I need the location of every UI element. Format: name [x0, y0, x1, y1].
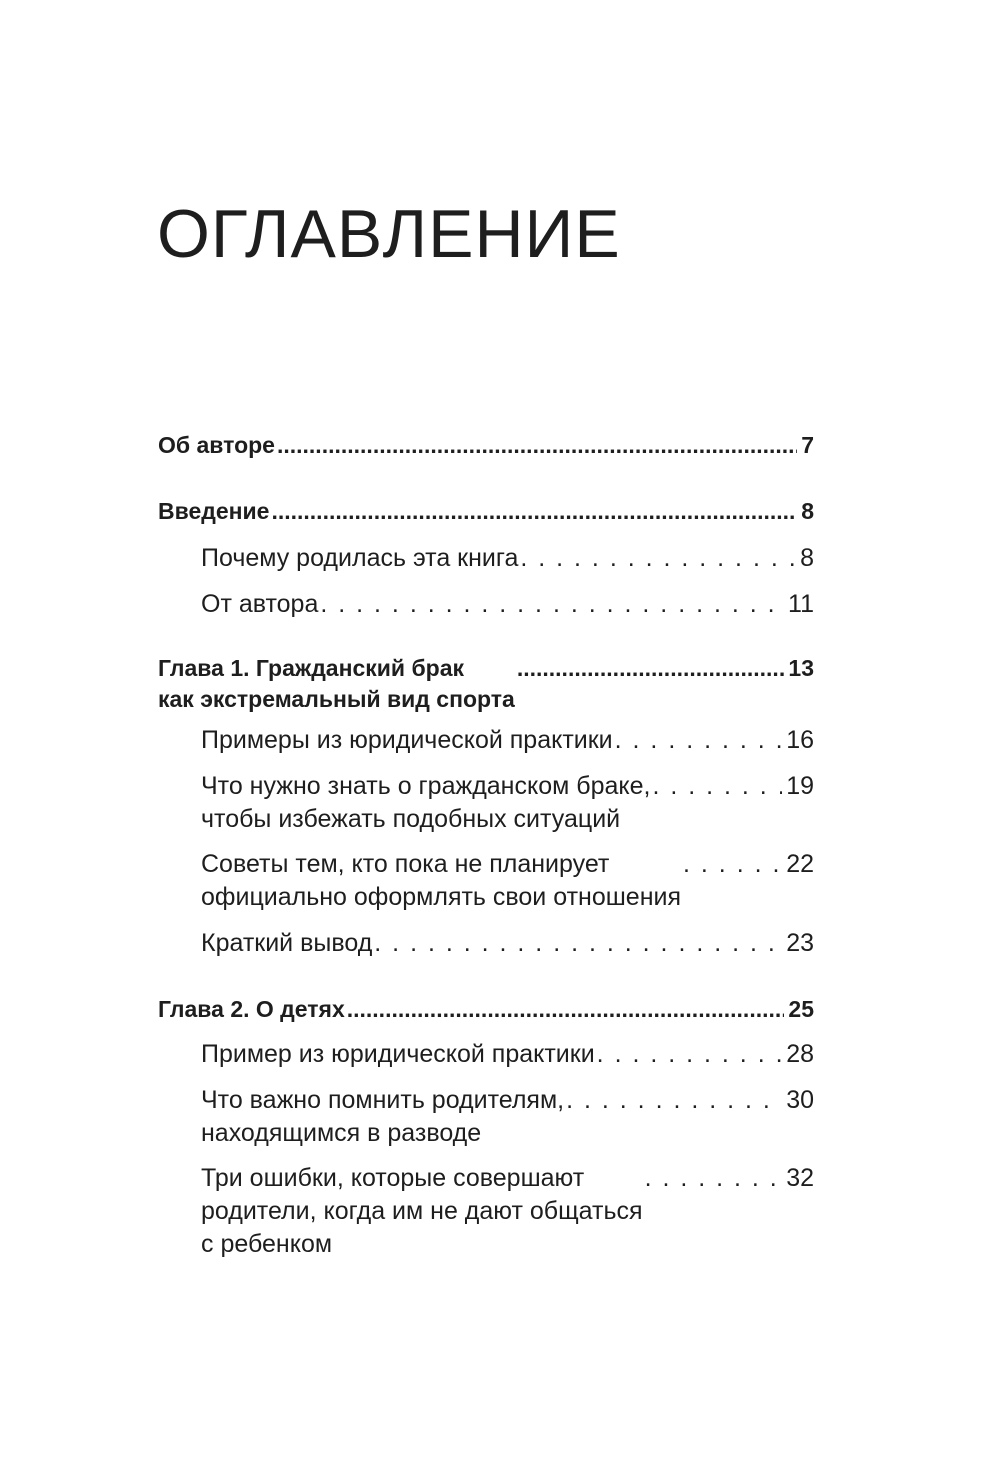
dot-leader [520, 544, 796, 573]
toc-page-number: 7 [801, 432, 814, 458]
dot-leader [374, 929, 782, 958]
toc-page-number: 30 [786, 1086, 814, 1114]
toc-entry-title-line: Введение [158, 498, 270, 524]
toc-entry-from-author[interactable] [201, 588, 814, 621]
toc-page-number: 8 [801, 498, 814, 524]
dot-leader [615, 726, 783, 755]
toc-entry-civil-marriage-knowledge[interactable] [201, 770, 814, 836]
toc-page-number: 19 [786, 772, 814, 800]
toc-page-number: 23 [786, 929, 814, 957]
toc-entry-title-line: От автора [201, 590, 319, 618]
toc-entry-title [158, 498, 269, 525]
toc-entry-title-line: чтобы избежать подобных ситуаций [201, 805, 621, 833]
dot-leader [347, 996, 785, 1023]
dot-leader [645, 1164, 783, 1193]
toc-entry-title [201, 1038, 595, 1071]
toc-entry-title-line: родители, когда им не дают общаться [201, 1197, 643, 1225]
toc-entry-title [158, 432, 275, 459]
toc-entry-parents-divorce[interactable] [201, 1084, 814, 1150]
toc-entry-title-line: Краткий вывод [201, 929, 373, 957]
toc-entry-title [201, 542, 518, 575]
toc-entry-title-line: Советы тем, кто пока не планирует [201, 850, 610, 878]
toc-entry-chapter-1[interactable] [158, 655, 814, 713]
toc-entry-three-mistakes[interactable] [201, 1162, 814, 1261]
dot-leader [652, 772, 782, 801]
toc-entry-title-line: как экстремальный вид спорта [158, 686, 515, 712]
toc-entry-advice[interactable] [201, 848, 814, 914]
toc-page-number: 32 [786, 1164, 814, 1192]
toc-entry-about-author[interactable] [158, 432, 814, 459]
toc-page-number: 25 [788, 996, 814, 1022]
toc-entry-legal-examples[interactable] [201, 724, 814, 757]
toc-entry-title [201, 1162, 643, 1261]
toc-entry-title-line: Об авторе [158, 432, 275, 458]
toc-entry-title-line: Что важно помнить родителям, [201, 1086, 565, 1114]
toc-entry-title-line: Три ошибки, которые совершают [201, 1164, 585, 1192]
toc-entry-title [201, 927, 372, 960]
toc-entry-title-line: с ребенком [201, 1230, 333, 1258]
toc-entry-title-line: Пример из юридической практики [201, 1040, 595, 1068]
toc-entry-title [158, 996, 345, 1023]
toc-entry-title-line: Примеры из юридической практики [201, 726, 613, 754]
toc-page-number: 8 [800, 544, 814, 572]
page-title: ОГЛАВЛЕНИЕ [157, 196, 621, 272]
toc-entry-chapter-2[interactable] [158, 996, 814, 1023]
toc-page-number: 28 [786, 1040, 814, 1068]
toc-entry-title [201, 848, 681, 914]
toc-entry-title-line: Глава 2. О детях [158, 996, 345, 1022]
dot-leader [597, 1040, 783, 1069]
dot-leader [277, 432, 797, 459]
toc-page-number: 13 [788, 655, 814, 681]
toc-entry-summary[interactable] [201, 927, 814, 960]
toc-entry-title [201, 724, 613, 757]
toc-entry-title-line: находящимся в разводе [201, 1119, 482, 1147]
dot-leader [271, 498, 797, 525]
toc-entry-title-line: Почему родилась эта книга [201, 544, 519, 572]
toc-page-number: 22 [786, 850, 814, 878]
toc-entry-title [201, 1084, 564, 1150]
dot-leader [517, 655, 785, 682]
toc-entry-title [201, 770, 650, 836]
toc-page-number: 11 [788, 590, 814, 618]
toc-entry-legal-example[interactable] [201, 1038, 814, 1071]
toc-entry-title-line: Что нужно знать о гражданском браке, [201, 772, 651, 800]
toc-entry-title-line: официально оформлять свои отношения [201, 883, 682, 911]
toc-entry-title-line: Глава 1. Гражданский брак [158, 655, 465, 681]
dot-leader [566, 1086, 782, 1115]
toc-entry-introduction[interactable] [158, 498, 814, 525]
toc-entry-title [201, 588, 318, 621]
toc-entry-title [158, 655, 515, 713]
toc-entry-why-book[interactable] [201, 542, 814, 575]
dot-leader [320, 590, 784, 619]
toc-page-number: 16 [786, 726, 814, 754]
dot-leader [683, 850, 782, 879]
